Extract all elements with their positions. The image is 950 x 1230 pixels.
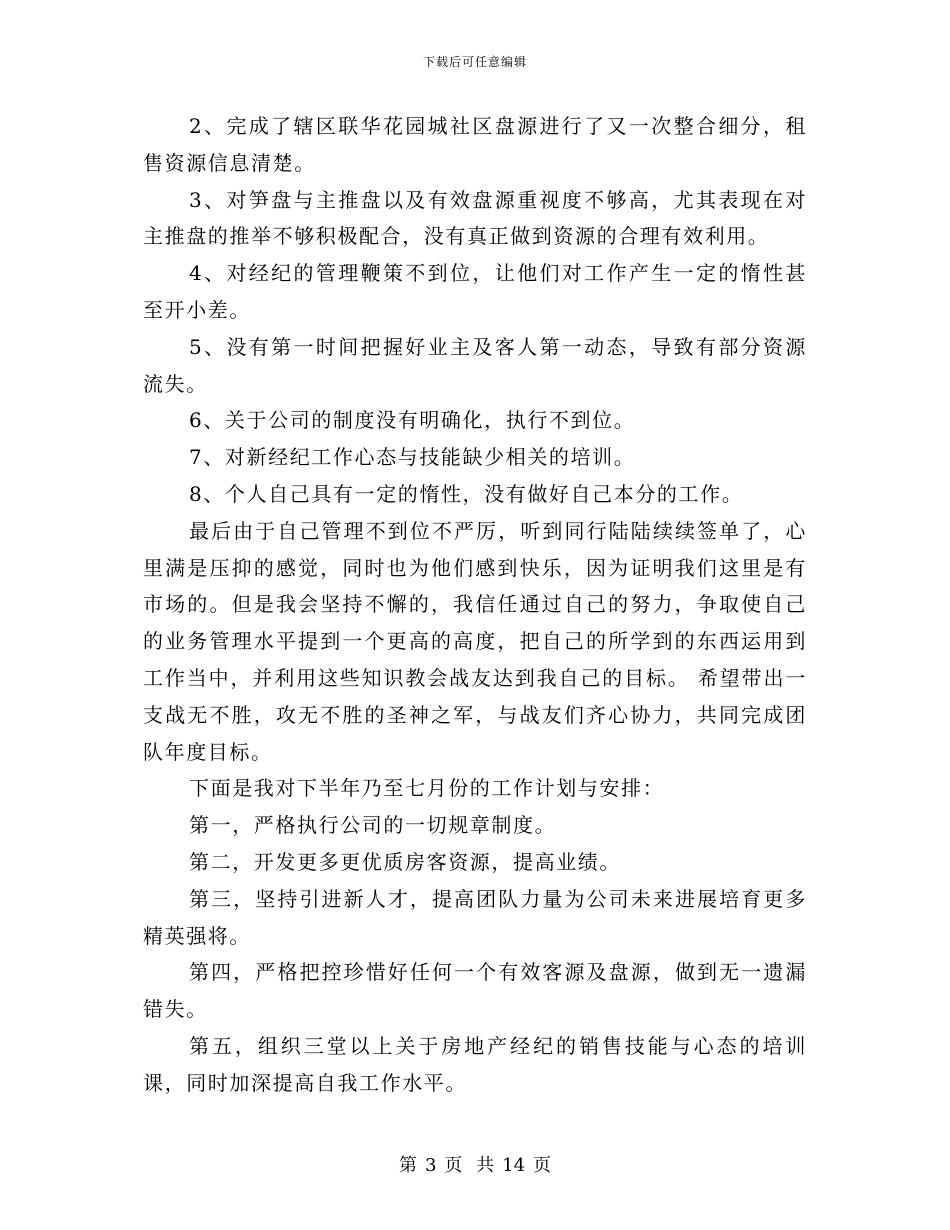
document-body xyxy=(143,108,807,1102)
paragraph-item-3: 3、对笋盘与主推盘以及有效盘源重视度不够高，尤其表现在对主推盘的推举不够积极配合，没有真正做到资源的合理有效利用。 xyxy=(143,187,807,249)
footer-suffix: 页 xyxy=(533,1155,552,1176)
paragraph-summary: 最后由于自己管理不到位不严厉，听到同行陆陆续续签单了，心里满是压抑的感觉，同时也为他们感到快乐，因为证明我们这里是有市场的。但是我会坚持不懈的，我信任通过自己的努力，争取使自己的业务管理水平提到一个更高的高度，把自己的所学到的东西运用到工作当中，并利用这些知识教会战友达到我自己的目标。 希望带出一支战无不胜，攻无不胜的圣神之军，与战友们齐心协力，共同完成团队年度目标。 xyxy=(143,518,807,764)
paragraph-item-4: 4、对经纪的管理鞭策不到位，让他们对工作产生一定的惰性甚至开小差。 xyxy=(143,261,807,322)
page-footer xyxy=(0,1154,950,1178)
paragraph-plan-fourth: 第四，严格把控珍惜好任何一个有效客源及盘源，做到无一遗漏错失。 xyxy=(143,960,807,1022)
paragraph-item-5: 5、没有第一时间把握好业主及客人第一动态，导致有部分资源流失。 xyxy=(143,334,807,396)
paragraph-item-6: 6、关于公司的制度没有明确化，执行不到位。 xyxy=(189,408,636,433)
paragraph-plan-second: 第二，开发更多更优质房客资源，提高业绩。 xyxy=(189,849,621,874)
footer-prefix: 第 xyxy=(398,1155,417,1176)
footer-middle: 页 共 xyxy=(444,1155,495,1176)
paragraph-item-2: 2、完成了辖区联华花园城社区盘源进行了又一次整合细分，租售资源信息清楚。 xyxy=(143,114,807,175)
total-page-number: 14 xyxy=(502,1155,526,1176)
paragraph-plan-intro: 下面是我对下半年乃至七月份的工作计划与安排： xyxy=(189,776,665,801)
paragraph-item-7: 7、对新经纪工作心态与技能缺少相关的培训。 xyxy=(189,445,636,470)
current-page-number: 3 xyxy=(424,1155,437,1176)
paragraph-plan-fifth: 第五，组织三堂以上关于房地产经纪的销售技能与心态的培训课，同时加深提高自我工作水平。 xyxy=(143,1033,807,1095)
paragraph-plan-third: 第三，坚持引进新人才，提高团队力量为公司未来进展培育更多精英强将。 xyxy=(143,886,807,948)
paragraph-plan-first: 第一，严格执行公司的一切规章制度。 xyxy=(189,813,557,838)
page-header: 下载后可任意编辑 xyxy=(422,55,527,69)
paragraph-item-8: 8、个人自己具有一定的惰性，没有做好自己本分的工作。 xyxy=(189,481,744,506)
